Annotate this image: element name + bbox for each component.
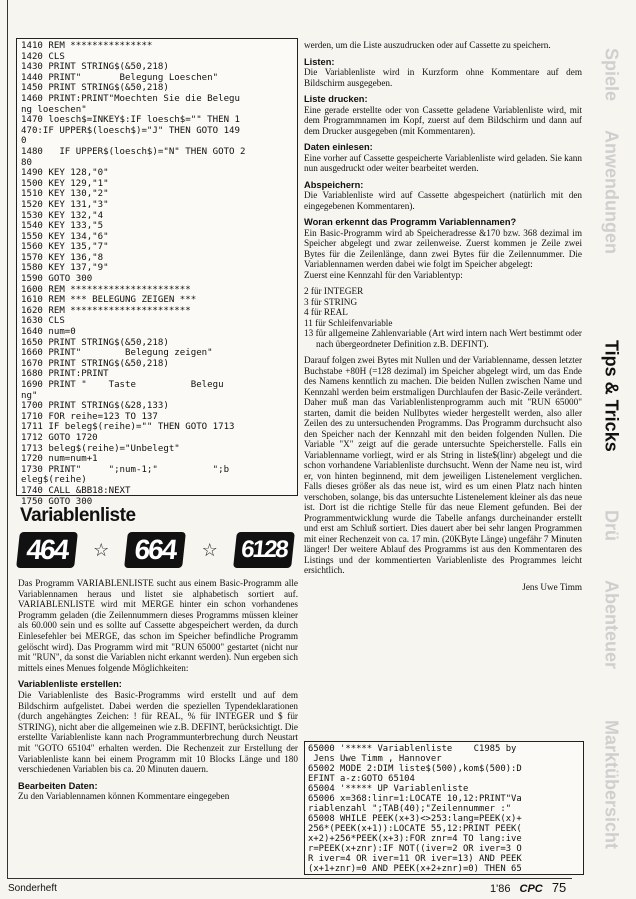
code-line: Jens Uwe Timm , Hannover	[308, 754, 442, 764]
paragraph-bearbeiten-cont: werden, um die Liste auszudrucken oder auf Cassette zu speichern.	[304, 40, 551, 50]
code-line: ng"	[21, 390, 38, 401]
code-line: 1660 PRINT" Belegung zeigen"	[21, 348, 213, 359]
code-line: 470:IF UPPER$(loesch$)="J" THEN GOTO 149	[21, 125, 240, 136]
code-line: 1490 KEY 128,"0"	[21, 168, 109, 179]
heading-bearbeiten: Bearbeiten Daten:	[18, 780, 98, 791]
listing-box-1	[16, 38, 298, 507]
code-line: eleg$(reihe)	[21, 475, 87, 486]
code-line: riablenzahl ";TAB(40);"Zeilennummer :"	[308, 804, 512, 814]
code-line: 1711 IF beleg$(reihe)="" THEN GOTO 1713	[21, 422, 235, 433]
paragraph-erstellen: Die Variablenliste des Basic-Programms wird erstellt und auf dem Bildschirm aufgelistet. Dabei werden die speziellen Typendeklarationen (durch angehängtes Zeichen: ! für REAL, % für INTEGER und $ für STRING), nicht aber die allgemeinen wie z.B. DEFINT, berücksichtigt. Die erstellte Variablenliste kann nach Programmunterbrechung durch Neustart mit "GOTO 65104" erhalten werden. Die Rechenzeit zur Erstellung der Variablenliste kann bei einem Programm mit 10 Blocks Länge und 180 verschiedenen Variablen bis ca. 20 Minuten dauern.	[18, 689, 298, 775]
type-item: 4 für REAL	[304, 307, 348, 317]
bottom-rule	[7, 878, 572, 879]
code-line: 1700 PRINT STRING$(&28,133)	[21, 401, 169, 412]
code-line: 65000 '***** Variablenliste C1985 by	[308, 744, 517, 754]
code-line: 1590 GOTO 300	[21, 274, 93, 285]
code-line: 65006 x=368:linr=1:LOCATE 10,12:PRINT"Va	[308, 794, 522, 804]
code-line: 1610 REM *** BELEGUNG ZEIGEN ***	[21, 295, 197, 306]
code-line: 1600 REM **********************	[21, 284, 191, 295]
code-line: x+2)+256*PEEK(x+3):FOR znr=4 TO lang:ive	[308, 834, 522, 844]
code-line: 1410 REM ***************	[21, 41, 153, 51]
footer-issue	[490, 880, 566, 895]
page-number: 75	[551, 880, 567, 895]
code-line: 80	[21, 157, 32, 168]
star-icon: ☆	[93, 539, 110, 560]
sidebar-item-druck[interactable]: Drü	[601, 510, 622, 541]
code-line: 1580 KEY 137,"9"	[21, 263, 109, 274]
type-item: 2 für INTEGER	[304, 286, 364, 296]
code-line: 1550 KEY 134,"6"	[21, 231, 109, 242]
type-list	[304, 286, 582, 349]
code-line: 1540 KEY 133,"5	[21, 221, 104, 232]
code-line: 65004 '***** UP Variablenliste	[308, 784, 469, 794]
left-margin-rule	[7, 0, 8, 878]
code-line: 0	[21, 136, 27, 147]
code-line: 1720 num=num+1	[21, 454, 98, 465]
article-column-2	[304, 40, 582, 594]
paragraph-bearbeiten: Zu den Variablennamen können Kommentare eingegeben	[18, 791, 230, 802]
code-line: 65008 WHILE PEEK(x+3)<>253:lang=PEEK(x)+	[308, 814, 522, 824]
article-title: Variablenliste	[20, 505, 136, 526]
code-line: 1560 KEY 135,"7"	[21, 242, 109, 253]
badge-664: 664	[125, 532, 187, 568]
type-item: 13 für allgemeine Zahlenvariable (Art wird intern nach Wert bestimmt oder nach übergeordneter Definition z.B. DEFINT).	[304, 328, 582, 349]
paragraph-kennzahl: Zuerst eine Kennzahl für den Variablentyp:	[304, 269, 463, 280]
intro-paragraph: Das Programm VARIABLENLISTE sucht aus einem Basic-Programm alle Variablennamen heraus und listet sie alphabetisch sortiert auf. VARIABLENLISTE wird mit MERGE hinter ein schon vorhandenes Programm geladen (die Zeilennummern dieses Programms müssen kleiner als 60.000 sein und es sollte auf Cassette abgespeichert werden, da durch Einlesefehler bei MERGE, das schon im Speicher befindliche Programm gelöscht wird). Das Programm wird mit "RUN 65000" gestartet (nicht nur mit "RUN", da sonst die Variablen nicht erkannt werden). Nun ergeben sich mittels eines Menues folgende Möglichkeiten:	[18, 578, 298, 673]
paragraph-einlesen: Eine vorher auf Cassette gespeicherte Variablenliste wird geladen. Sie kann nun ausgedruckt oder weiter bearbeitet werden.	[304, 152, 582, 173]
code-line: 1520 KEY 131,"3"	[21, 199, 109, 210]
code-line: (x+1+znr)=0 AND PEEK(x+2+znr)=0) THEN 65	[308, 864, 522, 874]
code-line: 1640 num=0	[21, 327, 76, 338]
code-line: ng loeschen"	[21, 104, 87, 115]
code-line: 1450 PRINT STRING$(&50,218)	[21, 83, 169, 94]
code-line: 1420 CLS	[21, 51, 65, 62]
listing-box-2	[304, 741, 584, 875]
basic-listing-1	[17, 39, 297, 509]
heading-woran: Woran erkennt das Programm Variablennamen?	[304, 217, 517, 227]
heading-drucken: Liste drucken:	[304, 94, 368, 104]
code-line: 1630 CLS	[21, 316, 65, 327]
code-line: 1670 PRINT STRING$(&50,218)	[21, 358, 169, 369]
magazine-logo: CPC	[519, 883, 543, 895]
code-line: 1460 PRINT:PRINT"Moechten Sie die Belegu	[21, 93, 240, 104]
heading-einlesen: Daten einlesen:	[304, 142, 373, 152]
badge-464: 464	[16, 532, 78, 568]
type-item: 3 für STRING	[304, 296, 358, 307]
code-line: 1620 REM **********************	[21, 305, 191, 316]
badge-6128: 6128	[233, 532, 295, 568]
article-column-1	[18, 578, 298, 808]
sidebar-item-abenteuer[interactable]: Abenteuer	[601, 580, 622, 670]
heading-listen: Listen:	[304, 56, 335, 67]
computer-badges	[18, 530, 293, 570]
paragraph-abspeichern: Die Variablenliste wird auf Cassette abgespeichert (natürlich mit den eingegebenen Kommentaren).	[304, 190, 582, 211]
section-sidebar	[590, 40, 632, 880]
code-line: 1480 IF UPPER$(loesch$)="N" THEN GOTO 2	[21, 146, 246, 157]
code-line: 65002 MODE 2:DIM liste$(500),kom$(500):D	[308, 764, 522, 774]
sidebar-item-anwendungen[interactable]: Anwendungen	[601, 130, 622, 254]
code-line: 1500 KEY 129,"1"	[21, 178, 109, 189]
code-line: EFINT a-z:GOTO 65104	[308, 774, 415, 784]
paragraph-listen: Die Variablenliste wird in Kurzform ohne Kommentare auf dem Bildschirm ausgegeben.	[304, 67, 582, 88]
paragraph-drucken: Eine gerade erstellte oder von Cassette geladene Variablenliste wird, mit dem Programmnamen im Kopf, zuerst auf dem Bildschirm und dann auf dem Drucker ausgegeben (mit Kommentaren).	[304, 104, 582, 136]
paragraph-woran: Ein Basic-Programm wird ab Speicheradresse &170 bzw. 368 dezimal im Speicher abgelegt und zwar zeilenweise. Zuerst kommen je Zeile zwei Bytes für die Zeilenlänge, dann zwei Bytes für die Zeilennummer. Die Variablennamen werden dabei wie folgt im Speicher abgelegt:	[304, 227, 582, 269]
code-line: r=PEEK(x+znr):IF NOT((iver=2 OR iver=3 O	[308, 844, 522, 854]
sidebar-item-marktuebersicht[interactable]: Marktübersicht	[601, 720, 622, 850]
type-item: 11 für Schleifenvariable	[304, 317, 393, 328]
code-line: 1570 KEY 136,"8	[21, 252, 104, 263]
code-line: 1730 PRINT" ";num-1;" ";b	[21, 464, 230, 475]
code-line: 1470 loesch$=INKEY$:IF loesch$="" THEN 1	[21, 115, 240, 126]
code-line: 1712 GOTO 1720	[21, 432, 98, 443]
code-line: R iver=4 OR iver=11 OR iver=13) AND PEEK	[308, 854, 522, 864]
sidebar-item-spiele[interactable]: Spiele	[601, 48, 622, 102]
code-line: 1740 CALL &BB18:NEXT	[21, 485, 131, 496]
code-line: 1530 KEY 132,"4	[21, 210, 104, 221]
code-line: 1750 GOTO 300	[21, 496, 93, 507]
code-line: 1510 KEY 130,"2"	[21, 189, 109, 200]
heading-abspeichern: Abspeichern:	[304, 179, 364, 190]
footer-sonderheft: Sonderheft	[8, 883, 57, 894]
basic-listing-2	[305, 742, 583, 876]
code-line: 1440 PRINT" Belegung Loeschen"	[21, 72, 219, 83]
sidebar-item-tips[interactable]: Tips & Tricks	[601, 340, 622, 452]
code-line: 1680 PRINT:PRINT	[21, 369, 109, 380]
issue-number: 1'86	[490, 883, 511, 895]
author-name: Jens Uwe Timm	[522, 581, 582, 592]
paragraph-darauf: Darauf folgen zwei Bytes mit Nullen und der Variablenname, dessen letzter Buchstabe +80H (=128 dezimal) im Speicher abgelegt wird, um das Ende des Namens kenntlich zu machen. Die beiden Nullen zwischen Name und Kennzahl werden beim erstmaligen Durchlaufen der Basic-Zeile verändert. Daher muß man das Variablenlistenprogramm auch mit "RUN 65000" starten, damit die beiden Nullbytes wieder hergestellt werden, also aller Zeilen des zu untersuchenden Programms. Das Programm durchsucht also den Speicher nach der Kennzahl mit den beiden folgenden Nullen. Die Variable "X" zeigt auf die gerade untersuchte Speicherstelle. Falls ein Variablenname vorliegt, wird er als String in liste$(linr) abgelegt und die schon vorhandene Variablenliste durchsucht. Wenn der Name neu ist, wird er, von hinten beginnend, mit dem jeweiligen Listenelement verglichen. Falls dieses größer als das neue ist, wird es um einen Platz nach hinten verschoben, solange, bis das untersuchte Listenelement kleiner als das neue ist. Dort ist die richtige Stelle für das neue Element gefunden. Bei der Programmentwicklung wurde die Tabelle anfangs durcheinander erstellt und erst am Schluß sortiert. Dies dauert aber bei sehr langen Programmen mit einer Rechenzeit von ca. 17 min. (20KByte Länge) ungefähr 7 Minuten länger! Der weitere Ablauf des Programms ist aus den Kommentaren des Listings und der kommentierten Variablenliste des Programmes leicht ersichtlich.	[304, 355, 582, 575]
code-line: 1713 beleg$(reihe)="Unbelegt"	[21, 443, 180, 454]
code-line: 1430 PRINT STRING$(&50,218)	[21, 62, 169, 73]
star-icon: ☆	[201, 539, 218, 560]
code-line: 256*(PEEK(x+1)):LOCATE 55,12:PRINT PEEK(	[308, 824, 522, 834]
heading-erstellen: Variablenliste erstellen:	[18, 679, 122, 690]
code-line: 1650 PRINT STRING$(&50,218)	[21, 337, 169, 348]
code-line: 1710 FOR reihe=123 TO 137	[21, 411, 158, 422]
code-line: 1690 PRINT " Taste Belegu	[21, 380, 224, 390]
